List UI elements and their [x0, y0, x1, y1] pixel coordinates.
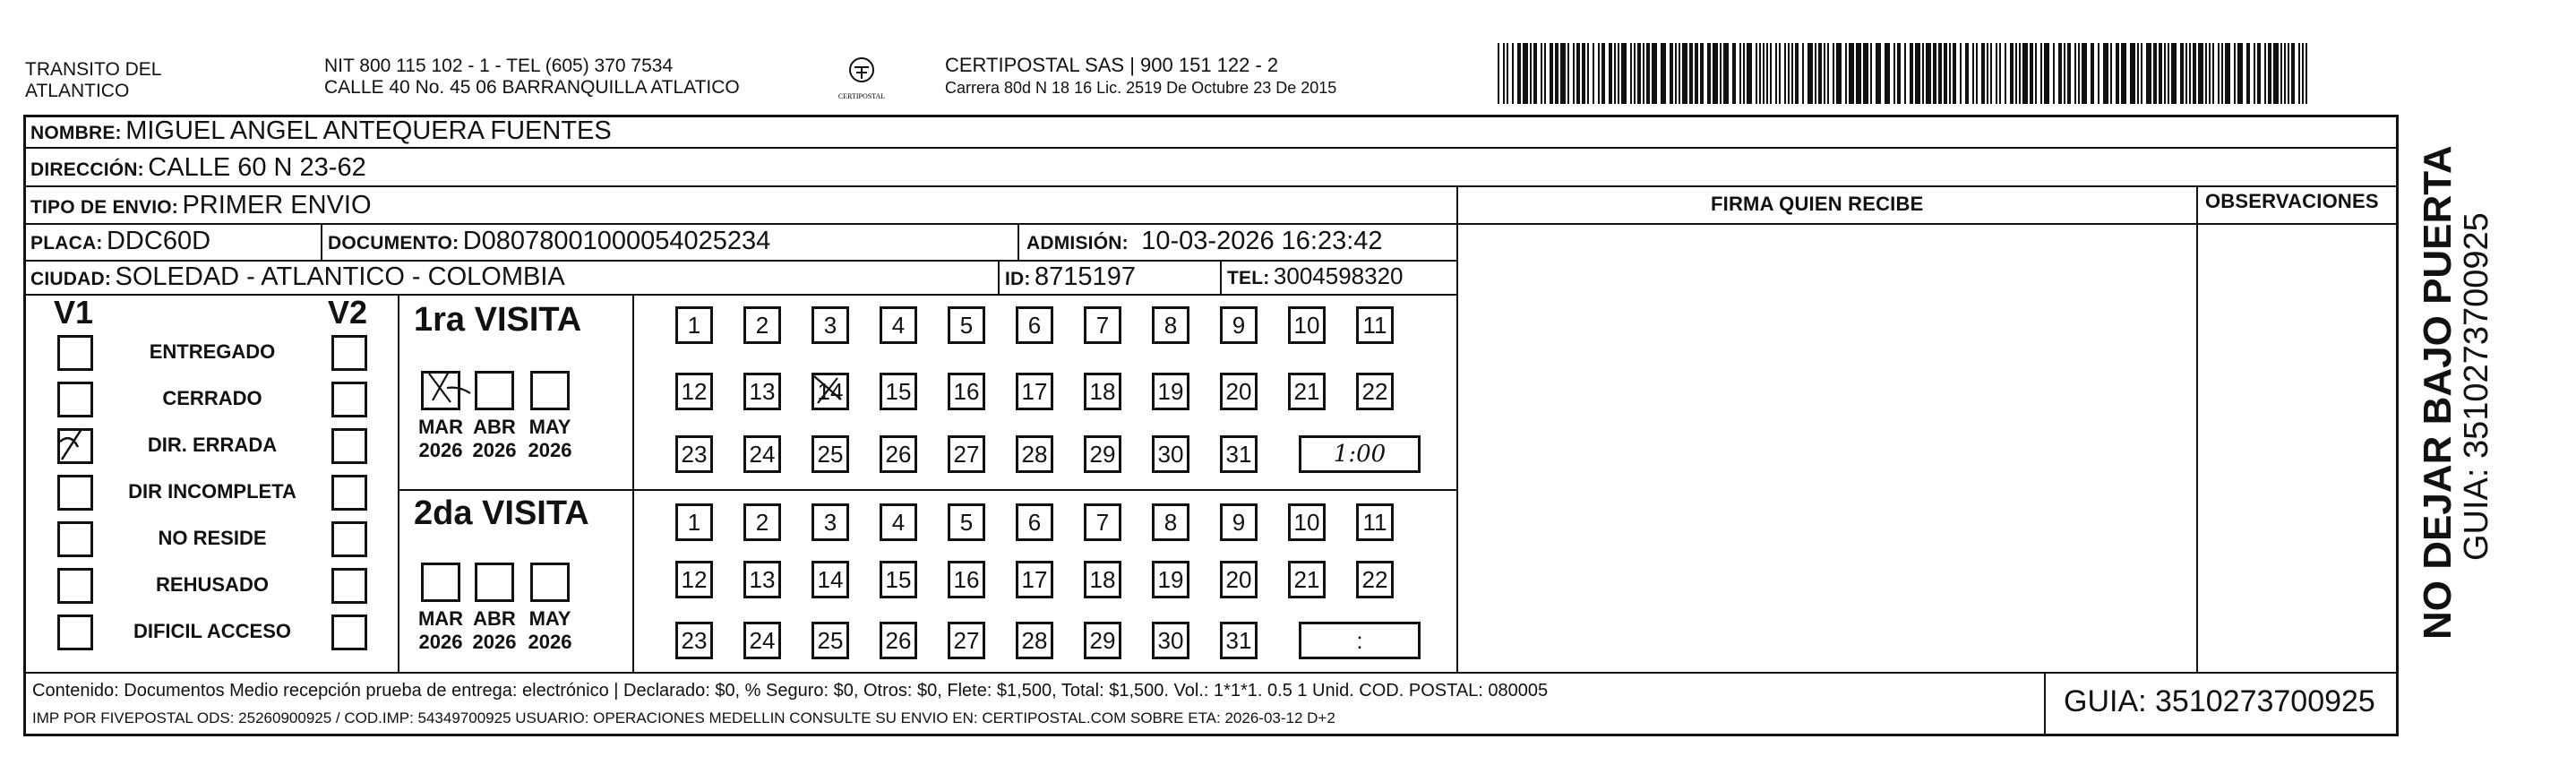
- day-box[interactable]: 5: [948, 503, 985, 541]
- city-label: CIUDAD:: [30, 269, 112, 289]
- plate-label: PLACA:: [30, 233, 103, 254]
- side-tracking-number: GUIA: 3510273700925: [2458, 212, 2495, 561]
- status-option-label: NO RESIDE: [158, 527, 267, 549]
- day-box[interactable]: 2: [743, 503, 781, 541]
- day-box[interactable]: 6: [1016, 306, 1053, 344]
- plate-row: [30, 227, 210, 256]
- month-year: 2026: [418, 439, 463, 461]
- month-name: ABR: [473, 416, 516, 438]
- issuer-line-1: TRANSITO DEL: [25, 59, 162, 80]
- recipient-name-label: NOMBRE:: [30, 123, 122, 143]
- month-name: MAR: [417, 607, 464, 630]
- document-value: D080780010000540252​34: [462, 227, 771, 255]
- plate-value: DDC60D: [106, 227, 211, 255]
- month-name: ABR: [473, 607, 516, 630]
- handwritten-mark-icon: [811, 373, 846, 408]
- visit2-column-label: V2: [328, 294, 368, 331]
- day-box[interactable]: 3: [811, 503, 849, 541]
- day-box[interactable]: 15: [880, 561, 917, 598]
- day-box[interactable]: 28: [1016, 622, 1053, 659]
- day-box[interactable]: 25: [811, 435, 849, 473]
- day-box[interactable]: 27: [948, 622, 985, 659]
- shipment-type-row: [30, 191, 372, 220]
- document-label: DOCUMENTO:: [328, 233, 459, 254]
- visit-time-box[interactable]: :: [1299, 622, 1421, 659]
- day-box[interactable]: 5: [948, 306, 985, 344]
- month-label: [414, 416, 468, 462]
- day-box[interactable]: 4: [880, 503, 917, 541]
- day-box[interactable]: 20: [1220, 561, 1258, 598]
- v2-status-checkbox[interactable]: [331, 475, 367, 511]
- address-row: [30, 153, 366, 183]
- v1-status-checkbox[interactable]: [57, 568, 93, 604]
- day-box[interactable]: 26: [880, 435, 917, 473]
- recipient-name-row: [30, 116, 612, 146]
- observations-header-text: OBSERVACIONES: [2205, 190, 2379, 212]
- v1-status-checkbox[interactable]: [57, 428, 93, 464]
- phone-label: TEL:: [1227, 268, 1270, 288]
- status-option-label: DIR INCOMPLETA: [128, 480, 296, 503]
- month-year: 2026: [528, 439, 572, 461]
- v1-status-checkbox[interactable]: [57, 475, 93, 511]
- issuer-contact: [324, 56, 740, 99]
- day-box[interactable]: 14: [811, 561, 849, 598]
- delivery-form: [23, 115, 2399, 736]
- day-box[interactable]: 27: [948, 435, 985, 473]
- status-option-label: ENTREGADO: [149, 340, 276, 363]
- month-checkbox[interactable]: [421, 563, 460, 602]
- day-box[interactable]: 7: [1084, 306, 1121, 344]
- day-box[interactable]: 24: [743, 435, 781, 473]
- day-box[interactable]: 25: [811, 622, 849, 659]
- day-box[interactable]: 24: [743, 622, 781, 659]
- day-box[interactable]: 1: [675, 306, 713, 344]
- month-checkbox[interactable]: [421, 371, 460, 410]
- month-checkbox[interactable]: [475, 563, 514, 602]
- day-box[interactable]: 30: [1152, 622, 1189, 659]
- barcode: [1498, 43, 2311, 104]
- contents-line: Contenido: Documentos Medio recepción prueba de entrega: electrónico | Declarado: $0, % Seguro: $0, Otros: $0, Flete: $1,500, Total: $1,500. Vol.: 1*1*1. 0.5 1 Unid. COD. POSTAL: 080005: [32, 681, 1549, 701]
- day-box[interactable]: 21: [1288, 561, 1326, 598]
- day-box[interactable]: 11: [1356, 503, 1394, 541]
- day-box[interactable]: 3: [811, 306, 849, 344]
- day-box[interactable]: 15: [880, 373, 917, 410]
- id-label: ID:: [1005, 269, 1031, 289]
- day-box[interactable]: 7: [1084, 503, 1121, 541]
- day-box[interactable]: 17: [1016, 561, 1053, 598]
- v2-status-checkbox[interactable]: [331, 428, 367, 464]
- day-box[interactable]: 23: [675, 435, 713, 473]
- phone-row: [1227, 262, 1404, 290]
- day-box[interactable]: 6: [1016, 503, 1053, 541]
- carrier-license: Carrera 80d N 18 16 Lic. 2519 De Octubre 23 De 2015: [945, 79, 1337, 97]
- visit1-column-label: V1: [54, 294, 94, 331]
- day-box[interactable]: 29: [1084, 435, 1121, 473]
- day-box[interactable]: 18: [1084, 561, 1121, 598]
- day-box[interactable]: 22: [1356, 373, 1394, 410]
- svg-text:CERTIPOSTAL: CERTIPOSTAL: [837, 92, 886, 100]
- day-box[interactable]: 10: [1288, 306, 1326, 344]
- day-box[interactable]: 4: [880, 306, 917, 344]
- certipostal-logo: [835, 52, 889, 106]
- second-visit-title: 2da VISITA: [414, 494, 589, 532]
- month-label: [468, 607, 521, 654]
- day-box[interactable]: 28: [1016, 435, 1053, 473]
- day-box[interactable]: 20: [1220, 373, 1258, 410]
- admission-label: ADMISIÓN:: [1026, 233, 1129, 254]
- month-year: 2026: [528, 631, 572, 653]
- month-label: [414, 607, 468, 654]
- day-box[interactable]: 8: [1152, 503, 1189, 541]
- issuer-nit: NIT 800 115 102 - 1 - TEL (605) 370 7534: [324, 56, 674, 76]
- print-info-line: IMP POR FIVEPOSTAL ODS: 25260900925 / COD.IMP: 54349700925 USUARIO: OPERACIONES MEDELLIN CONSULTE SU ENVIO EN: CERTIPOSTAL.COM SOBRE ETA: 2026-03-12 D+2: [32, 709, 1335, 726]
- month-label: [468, 416, 521, 462]
- day-box[interactable]: 16: [948, 373, 985, 410]
- tracking-number-box: GUIA: 3510273700925: [2064, 684, 2375, 718]
- issuer-name: [25, 59, 161, 102]
- day-box[interactable]: 30: [1152, 435, 1189, 473]
- address-value: CALLE 60 N 23-62: [148, 153, 366, 182]
- v2-status-checkbox[interactable]: [331, 568, 367, 604]
- month-year: 2026: [418, 631, 463, 653]
- v2-status-checkbox[interactable]: [331, 335, 367, 371]
- day-box[interactable]: 11: [1356, 306, 1394, 344]
- day-box[interactable]: 14: [811, 373, 849, 410]
- observations-header: [2205, 190, 2379, 213]
- day-box[interactable]: 18: [1084, 373, 1121, 410]
- admission-value: 10-03-2026 16:23:42: [1141, 227, 1383, 255]
- admission-row: [1026, 227, 1383, 256]
- day-box[interactable]: 29: [1084, 622, 1121, 659]
- day-box[interactable]: 9: [1220, 306, 1258, 344]
- shipment-type-value: PRIMER ENVIO: [182, 191, 372, 219]
- v1-status-checkbox[interactable]: [57, 521, 93, 557]
- recipient-name-value: MIGUEL ANGEL ANTEQUERA FUENTES: [125, 116, 612, 145]
- day-box[interactable]: 22: [1356, 561, 1394, 598]
- status-option-label: CERRADO: [162, 387, 262, 409]
- month-checkbox[interactable]: [475, 371, 514, 410]
- month-year: 2026: [472, 631, 517, 653]
- handwritten-mark-icon: [55, 425, 87, 461]
- day-box[interactable]: 19: [1152, 373, 1189, 410]
- signature-header-text: FIRMA QUIEN RECIBE: [1711, 193, 1924, 215]
- id-value: 8715197: [1035, 262, 1136, 291]
- day-box[interactable]: 17: [1016, 373, 1053, 410]
- status-option-label: DIR. ERRADA: [147, 434, 278, 456]
- month-year: 2026: [472, 439, 517, 461]
- shipment-type-label: TIPO DE ENVIO:: [30, 197, 178, 218]
- day-box[interactable]: 31: [1220, 622, 1258, 659]
- day-box[interactable]: 13: [743, 373, 781, 410]
- v1-status-checkbox[interactable]: [57, 382, 93, 417]
- document-row: [328, 227, 770, 256]
- month-checkbox[interactable]: [530, 371, 570, 410]
- day-box[interactable]: 23: [675, 622, 713, 659]
- id-row: [1005, 262, 1136, 292]
- v1-status-checkbox[interactable]: [57, 335, 93, 371]
- handwritten-mark-icon: [420, 366, 474, 411]
- carrier-nit: CERTIPOSTAL SAS | 900 151 122 - 2: [945, 54, 1279, 76]
- day-box[interactable]: 21: [1288, 373, 1326, 410]
- v2-status-checkbox[interactable]: [331, 382, 367, 417]
- v2-status-checkbox[interactable]: [331, 615, 367, 650]
- do-not-leave-under-door-notice: NO DEJAR BAJO PUERTA: [2416, 145, 2460, 640]
- day-box[interactable]: 16: [948, 561, 985, 598]
- status-option-label: DIFICIL ACCESO: [133, 620, 291, 642]
- month-name: MAR: [417, 416, 464, 438]
- month-name: MAY: [528, 607, 571, 630]
- city-row: [30, 262, 565, 292]
- day-box[interactable]: 8: [1152, 306, 1189, 344]
- month-checkbox[interactable]: [530, 563, 570, 602]
- v2-status-checkbox[interactable]: [331, 521, 367, 557]
- day-box[interactable]: 19: [1152, 561, 1189, 598]
- day-box[interactable]: 13: [743, 561, 781, 598]
- v1-status-checkbox[interactable]: [57, 615, 93, 650]
- first-visit-title: 1ra VISITA: [414, 301, 582, 339]
- day-box[interactable]: 10: [1288, 503, 1326, 541]
- day-box[interactable]: 2: [743, 306, 781, 344]
- carrier-info: [945, 54, 1336, 99]
- day-box[interactable]: 9: [1220, 503, 1258, 541]
- day-box[interactable]: 12: [675, 373, 713, 410]
- issuer-address: CALLE 40 No. 45 06 BARRANQUILLA ATLATICO: [324, 77, 740, 98]
- status-option-label: REHUSADO: [156, 573, 269, 596]
- day-box[interactable]: 1: [675, 503, 713, 541]
- month-label: [523, 416, 577, 462]
- day-box[interactable]: 31: [1220, 435, 1258, 473]
- visit-time-box[interactable]: 1:00: [1299, 435, 1421, 473]
- address-label: DIRECCIÓN:: [30, 159, 144, 180]
- city-value: SOLEDAD - ATLANTICO - COLOMBIA: [115, 262, 565, 291]
- issuer-line-2: ATLANTICO: [25, 81, 130, 101]
- month-label: [523, 607, 577, 654]
- day-box[interactable]: 26: [880, 622, 917, 659]
- phone-value: 3004598320: [1273, 262, 1404, 289]
- month-name: MAY: [528, 416, 571, 438]
- signature-header: [1711, 193, 1923, 216]
- day-box[interactable]: 12: [675, 561, 713, 598]
